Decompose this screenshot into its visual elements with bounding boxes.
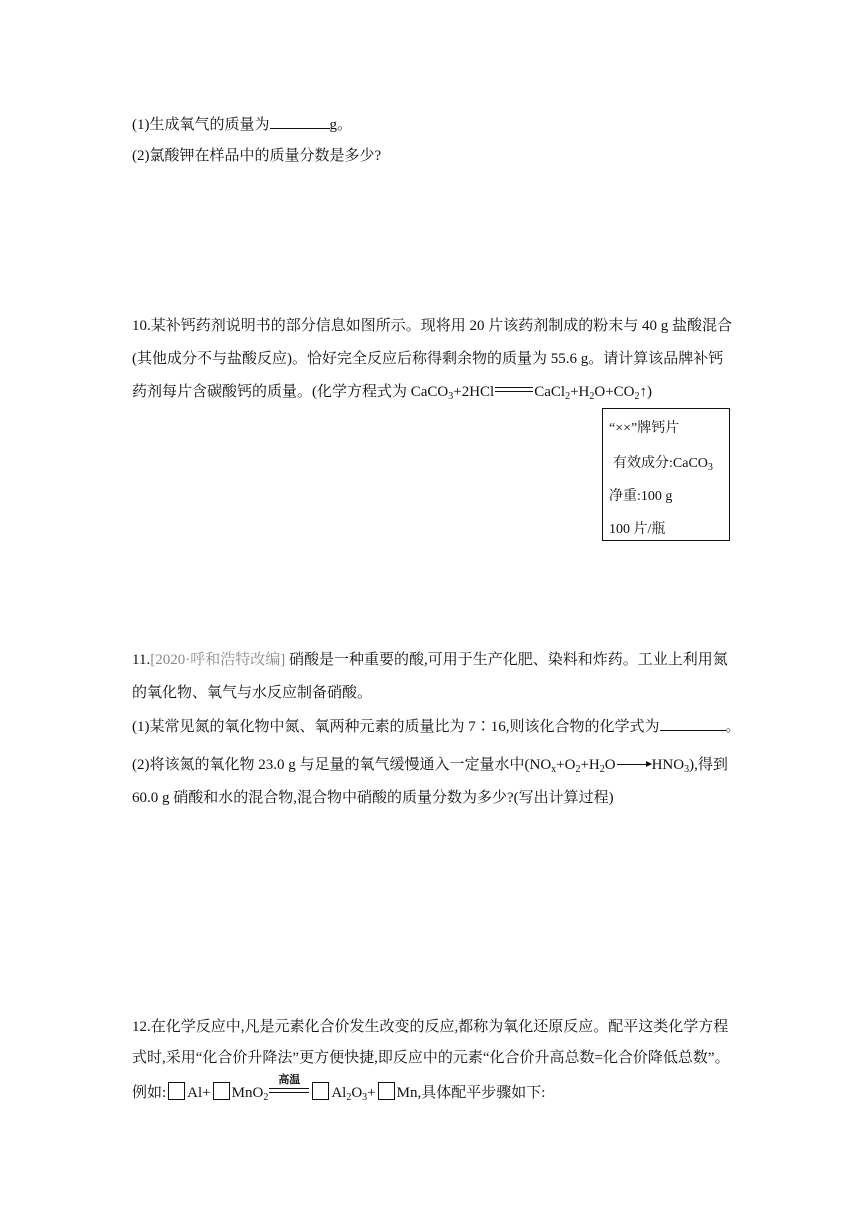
coefficient-box[interactable] [378, 1082, 395, 1100]
q12-line2: 式时,采用“化合价升降法”更方便快捷,即反应中的元素“化合价升高总数=化合价降低总数”。 [132, 1050, 730, 1066]
answer-blank[interactable] [270, 114, 330, 129]
subscript: 2 [599, 764, 605, 775]
question-source: [2020·呼和浩特改编] [150, 652, 286, 668]
equation-product: O+CO [594, 384, 635, 400]
arrow-icon [617, 764, 651, 765]
equation-product: CaCl [534, 384, 566, 400]
subscript: 2 [263, 1092, 269, 1103]
equals-sign [495, 387, 533, 392]
q11-part2-end: ),得到 [689, 757, 728, 773]
q12-example [132, 1073, 546, 1103]
question-number: 11. [132, 652, 151, 668]
label-ingredient [613, 452, 713, 472]
q9-part1-text: (1)生成氧气的质量为 [132, 117, 270, 133]
answer-blank[interactable] [660, 716, 726, 731]
equation-reactant: +2HCl [453, 384, 495, 400]
q11-part1 [132, 716, 741, 737]
equation-end: ↑) [639, 384, 652, 400]
equation-reactant: O [604, 757, 616, 773]
subscript: 3 [684, 764, 690, 775]
subscript: 2 [565, 391, 571, 402]
q11-line1-text: 硝酸是一种重要的酸,可用于生产化肥、染料和炸药。工业上利用氮 [285, 652, 728, 668]
q11-part1-text: (1)某常见氮的氧化物中氮、氧两种元素的质量比为 7∶16,则该化合物的化学式为 [132, 719, 660, 735]
q11-line2: 的氧化物、氧气与水反应制备硝酸。 [132, 685, 373, 701]
subscript: 3 [362, 1092, 368, 1103]
reaction-condition: 高温 [278, 1073, 301, 1086]
example-label: 例如: [132, 1085, 167, 1101]
label-brand: “××”牌钙片 [609, 421, 680, 436]
equation-reactant: Al+ [187, 1085, 211, 1101]
q11-line1 [132, 650, 728, 670]
coefficient-box[interactable] [312, 1082, 329, 1100]
label-weight: 净重:100 g [609, 489, 673, 504]
medicine-label-box [602, 408, 730, 541]
equals-sign [269, 1073, 309, 1093]
equation-reactant: MnO [231, 1085, 264, 1101]
coefficient-box[interactable] [168, 1082, 185, 1100]
label-count: 100 片/瓶 [609, 522, 666, 537]
equation-product: O [351, 1085, 363, 1101]
subscript: 3 [448, 391, 454, 402]
equation-reactant: +H [580, 757, 600, 773]
subscript: 2 [589, 391, 595, 402]
example-end: Mn,具体配平步骤如下: [396, 1085, 546, 1101]
subscript: x [551, 764, 557, 775]
subscript: 2 [634, 391, 640, 402]
q11-part1-end: 。 [725, 719, 741, 735]
plus-sign: + [367, 1085, 376, 1101]
q9-part1 [132, 114, 352, 135]
equation-reactant: +O [556, 757, 576, 773]
q11-part2-text: (2)将该氮的氧化物 23.0 g 与足量的氧气缓慢通入一定量水中(NO [132, 757, 552, 773]
subscript: 2 [575, 764, 581, 775]
subscript: 3 [707, 462, 713, 473]
coefficient-box[interactable] [213, 1082, 230, 1100]
label-ingredient-text: 有效成分:CaCO [613, 456, 708, 471]
q11-part2 [132, 755, 728, 775]
q9-part2: (2)氯酸钾在样品中的质量分数是多少? [132, 148, 382, 164]
equation-product: Al [331, 1085, 347, 1101]
q10-line1: 10.某补钙药剂说明书的部分信息如图所示。现将用 20 片该药剂制成的粉末与 40 g 盐酸混合 [132, 318, 733, 334]
subscript: 2 [346, 1092, 352, 1103]
equation-product: HNO [651, 757, 685, 773]
q9-part1-unit: g。 [329, 117, 353, 133]
q10-line3 [132, 382, 652, 402]
q12-line1: 12.在化学反应中,凡是元素化合价发生改变的反应,都称为氧化还原反应。配平这类化学方程 [132, 1019, 729, 1035]
equation-product: +H [570, 384, 590, 400]
q10-line2: (其他成分不与盐酸反应)。恰好完全反应后称得剩余物的质量为 55.6 g。请计算该品牌补钙 [132, 351, 724, 367]
q10-line3-text: 药剂每片含碳酸钙的质量。(化学方程式为 CaCO [132, 384, 449, 400]
q11-part2-line2: 60.0 g 硝酸和水的混合物,混合物中硝酸的质量分数为多少?(写出计算过程) [132, 790, 614, 806]
